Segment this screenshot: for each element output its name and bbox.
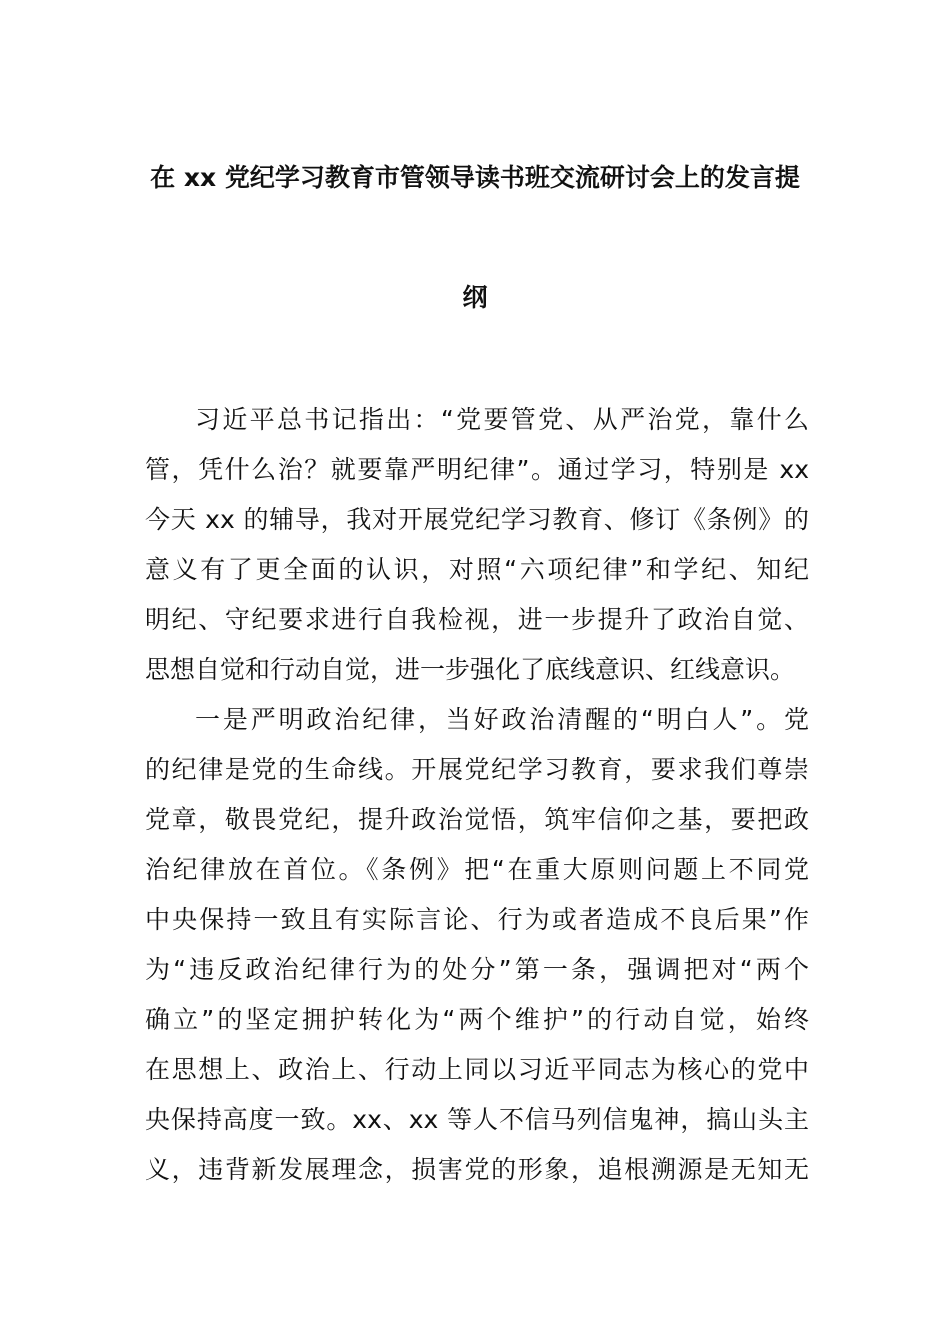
paragraph-line: 思想自觉和行动自觉，进一步强化了底线意识、红线意识。 <box>145 655 796 684</box>
document-title-line-2: 纲 <box>462 283 488 312</box>
paragraph-line: 央保持高度一致。xx、xx 等人不信马列信鬼神，搞山头主 <box>145 1105 809 1134</box>
paragraph-line: 中央保持一致且有实际言论、行为或者造成不良后果”作 <box>145 905 809 934</box>
paragraph-line: 管，凭什么治？就要靠严明纪律”。通过学习，特别是 xx <box>145 455 809 484</box>
paragraph-line: 党章，敬畏党纪，提升政治觉悟，筑牢信仰之基，要把政 <box>145 805 809 834</box>
paragraph-1 <box>145 395 809 695</box>
paragraph-line: 治纪律放在首位。《条例》把“在重大原则问题上不同党 <box>145 855 809 884</box>
document-title-line-1: 在 xx 党纪学习教育市管领导读书班交流研讨会上的发言提 <box>150 163 800 192</box>
paragraph-line: 为“违反政治纪律行为的处分”第一条，强调把对“两个 <box>145 955 809 984</box>
paragraph-line: 习近平总书记指出：“党要管党、从严治党，靠什么 <box>195 405 809 434</box>
paragraph-line: 明纪、守纪要求进行自我检视，进一步提升了政治自觉、 <box>145 605 809 634</box>
paragraph-2 <box>145 695 809 1195</box>
paragraph-line: 确立”的坚定拥护转化为“两个维护”的行动自觉，始终 <box>145 1005 809 1034</box>
paragraph-line: 义，违背新发展理念，损害党的形象，追根溯源是无知无 <box>145 1155 809 1184</box>
paragraph-line: 的纪律是党的生命线。开展党纪学习教育，要求我们尊崇 <box>145 755 809 784</box>
paragraph-line: 今天 xx 的辅导，我对开展党纪学习教育、修订《条例》的 <box>145 505 809 534</box>
paragraph-line: 在思想上、政治上、行动上同以习近平同志为核心的党中 <box>145 1055 809 1084</box>
paragraph-line: 意义有了更全面的认识，对照“六项纪律”和学纪、知纪 <box>145 555 809 584</box>
document-body <box>145 395 809 1195</box>
paragraph-line: 一是严明政治纪律，当好政治清醒的“明白人”。党 <box>195 705 809 734</box>
